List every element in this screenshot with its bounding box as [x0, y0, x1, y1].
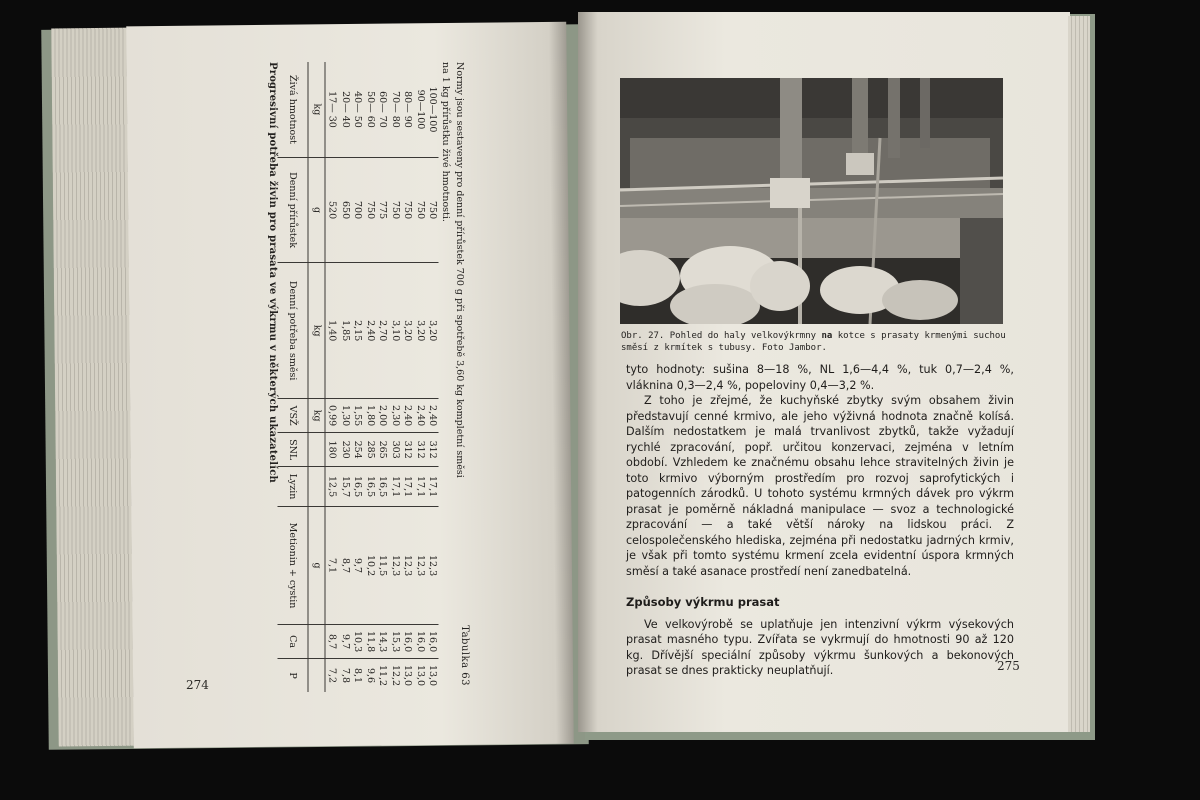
table-cell: 11,8 [363, 625, 376, 659]
table-cell: 180 [325, 433, 338, 467]
table-note: Normy jsou sestaveny pro denní přírůstek 700 g při spotřebě 3,60 kg kompletní směsi na 1 kg přírůstku živé hmotnosti. [440, 62, 465, 478]
table-cell: 12,3 [401, 507, 414, 625]
rotated-table-block [256, 62, 470, 692]
table-cell: 12,3 [426, 507, 439, 625]
table-cell: 1,55 [351, 399, 364, 433]
table-cell: 16,0 [426, 625, 439, 659]
table-cell: 7,1 [325, 507, 338, 625]
table-cell: 8,7 [338, 507, 351, 625]
table-cell: 312 [401, 433, 414, 467]
section-heading: Způsoby výkrmu prasat [626, 595, 780, 609]
table-cell: 8,7 [325, 625, 338, 659]
unit-header: kg [308, 263, 325, 399]
caption-bold: na [821, 331, 833, 341]
table-title: Progresivní potřeba živin pro prasata ve výkrmu v některých ukazatelích [267, 62, 278, 483]
caption-rest: kotce s prasaty krmenými suchou směsí z krmítek s tubusy. Foto Jambor. [621, 331, 1006, 353]
unit-header [308, 659, 325, 692]
table-cell: 2,40 [413, 399, 426, 433]
table-cell: 2,15 [351, 263, 364, 399]
paragraph: Z toho je zřejmé, že kuchyňské zbytky svým obsahem živin představují cenné krmivo, ale jeho výživná hodnota značně kolísá. Dalším nedostatkem je malá trvanlivost zbytků, takže vyžadují rychlé zpracování, popř. určitou konzervaci, zejména v letním období. Vzhledem ke značnému obsahu lehce stravitelných živin je toto krmivo výborným prostředím pro rozvoj saprofytických i patogenních zárodků. U tohoto systému krmných dávek pro výkrm prasat je poměrně nákladná manipulace — svoz a technologické zpracování — a také větší nároky na lidskou práci. Z celospolečenského hlediska, zejména při nedostatku jadrných krmiv, je však při tomto systému krmení zcela evidentní úspora krmných směsí a také asanace prostředí není zanedbatelná. [626, 394, 1014, 578]
table-cell: 40— 50 [352, 91, 363, 128]
col-header: Ca [278, 625, 309, 659]
col-header: P [278, 659, 309, 692]
table-row [401, 62, 414, 692]
table-row [351, 62, 364, 692]
table-cell: 254 [351, 433, 364, 467]
caption-prefix: Obr. 27. Pohled do haly velkovýkrmny [621, 331, 817, 341]
table-cell: 750 [401, 157, 414, 262]
table-cell: 3,20 [426, 263, 439, 399]
table-cell: 1,80 [363, 399, 376, 433]
paragraph: Ve velkovýrobě se uplatňuje jen intenzivní výkrm výsekových prasat masného typu. Zvířata se vykrmují do hmotnosti 90 až 120 kg. Dřívější speciální způsoby výkrmu šunkových a bekonových prasat se dnes prakticky neuplatňují. [626, 617, 1014, 677]
unit-header: kg [308, 399, 325, 433]
table-cell: 1,30 [338, 399, 351, 433]
table-cell: 70— 80 [389, 91, 401, 128]
table-cell: 17,1 [401, 467, 414, 507]
table-cell: 16,5 [376, 467, 389, 507]
table-cell: 13,0 [401, 659, 414, 692]
table-cell: 3,10 [388, 263, 401, 399]
table-cell: 775 [376, 157, 389, 262]
table-cell: 16,0 [401, 625, 414, 659]
table-cell: 2,70 [376, 263, 389, 399]
table-cell: 50— 60 [364, 91, 376, 128]
table-cell: 3,20 [401, 263, 414, 399]
page-number-left: 274 [186, 678, 209, 692]
table-cell: 10,3 [351, 625, 364, 659]
table-row [413, 62, 426, 692]
unit-header: kg [308, 62, 325, 157]
table-cell: 650 [338, 157, 351, 262]
table-cell: 285 [363, 433, 376, 467]
table-row [363, 62, 376, 692]
table-cell: 12,2 [388, 659, 401, 692]
nutrient-table [278, 62, 439, 692]
page-stack-right [1068, 16, 1090, 732]
table-cell: 8,1 [351, 659, 364, 692]
table-cell: 1,40 [325, 263, 338, 399]
table-cell: 11,2 [376, 659, 389, 692]
col-header: Lyzin [278, 467, 309, 507]
table-cell: 16,5 [363, 467, 376, 507]
table-cell: 2,40 [426, 399, 439, 433]
unit-header: g [308, 157, 325, 262]
table-cell: 7,8 [338, 659, 351, 692]
table-cell: 80— 90 [402, 91, 413, 128]
table-cell: 1,85 [338, 263, 351, 399]
body-text [626, 362, 1014, 679]
table-cell: 520 [325, 157, 338, 262]
table-cell: 2,40 [401, 399, 414, 433]
table-body [325, 62, 438, 692]
pig-barn-photo [620, 78, 1003, 324]
table-cell: 750 [413, 157, 426, 262]
table-cell: 750 [388, 157, 401, 262]
table-cell: 15,7 [338, 467, 351, 507]
table-cell: 0,99 [325, 399, 338, 433]
table-cell: 12,3 [413, 507, 426, 625]
table-cell: 90—100 [414, 89, 426, 130]
table-cell: 17— 30 [326, 91, 338, 128]
table-number: Tabulka 63 [459, 625, 470, 686]
table-cell: 2,40 [363, 263, 376, 399]
unit-header: g [308, 507, 325, 625]
table-cell: 312 [413, 433, 426, 467]
unit-header [308, 625, 325, 659]
table-row [376, 62, 389, 692]
col-header: SNL [278, 433, 309, 467]
unit-header [308, 467, 325, 507]
table-cell: 2,30 [388, 399, 401, 433]
table-cell: 14,3 [376, 625, 389, 659]
table-cell: 13,0 [426, 659, 439, 692]
table-cell: 16,5 [351, 467, 364, 507]
col-header: Metionin + cystin [278, 507, 309, 625]
table-cell: 10,2 [363, 507, 376, 625]
table-cell: 750 [426, 157, 439, 262]
table-cell: 17,1 [413, 467, 426, 507]
table-cell: 13,0 [413, 659, 426, 692]
table-row [325, 62, 338, 692]
table-row [338, 62, 351, 692]
table-cell: 2,00 [376, 399, 389, 433]
table-cell: 16,0 [413, 625, 426, 659]
col-header: Denní potřeba směsi [278, 263, 309, 399]
table-cell: 7,2 [325, 659, 338, 692]
paragraph: tyto hodnoty: sušina 8—18 %, NL 1,6—4,4 %, tuk 0,7—2,4 %, vláknina 0,3—2,4 %, popeloviny 0,4—3,2 %. [626, 363, 1014, 392]
table-cell: 12,5 [325, 467, 338, 507]
table-row [388, 62, 401, 692]
page-number-right: 275 [997, 659, 1020, 673]
table-cell: 9,6 [363, 659, 376, 692]
pig-barn-illustration [620, 78, 1003, 324]
table-cell: 12,3 [388, 507, 401, 625]
table-cell: 750 [363, 157, 376, 262]
photo-caption [621, 330, 1013, 354]
table-cell: 17,1 [426, 467, 439, 507]
table-cell: 303 [388, 433, 401, 467]
col-header: VSŽ [278, 399, 309, 433]
table-cell: 20— 40 [339, 91, 351, 128]
unit-header [308, 433, 325, 467]
table-cell: 11,5 [376, 507, 389, 625]
table-cell: 100—100 [427, 86, 438, 133]
table-row [426, 62, 439, 692]
table-cell: 17,1 [388, 467, 401, 507]
table-cell: 312 [426, 433, 439, 467]
table-cell: 700 [351, 157, 364, 262]
table-cell: 265 [376, 433, 389, 467]
col-header: Živá hmotnost [278, 62, 309, 157]
table-cell: 3,20 [413, 263, 426, 399]
table-cell: 60— 70 [377, 91, 388, 128]
table-cell: 9,7 [338, 625, 351, 659]
col-header: Denní přírůstek [278, 157, 309, 262]
table-cell: 9,7 [351, 507, 364, 625]
table-cell: 15,3 [388, 625, 401, 659]
table-cell: 230 [338, 433, 351, 467]
